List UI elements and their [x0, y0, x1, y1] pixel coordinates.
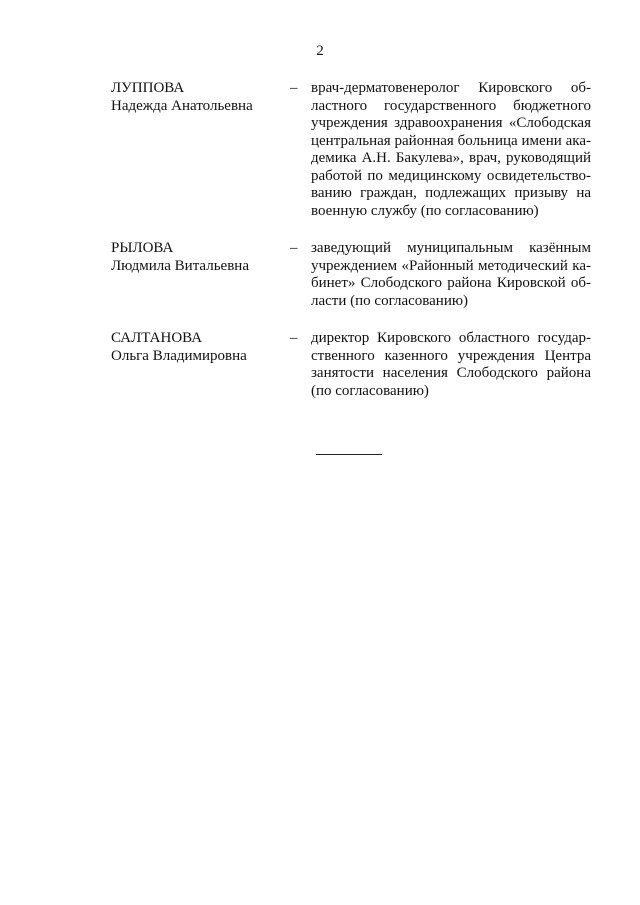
- member-description: [311, 80, 591, 220]
- description-line: врач-дерматовенеролог Кировского об-: [311, 80, 591, 96]
- member-surname: САЛТАНОВА: [111, 330, 203, 346]
- description-line: ванию граждан, подлежащих призыву на: [311, 185, 591, 201]
- member-description: [311, 240, 591, 310]
- member-entry: [0, 330, 640, 400]
- member-dash: –: [290, 240, 298, 256]
- description-line: занятости населения Слободского района: [311, 365, 591, 381]
- member-surname: РЫЛОВА: [111, 240, 174, 256]
- description-line: работой по медицинскому освидетельство-: [311, 167, 591, 184]
- member-description: [311, 330, 591, 400]
- member-entry: [0, 80, 640, 220]
- description-line: военную службу (по согласованию): [311, 202, 539, 219]
- description-line: центральная районная больница имени ака-: [311, 132, 591, 149]
- end-rule: [316, 454, 382, 455]
- page-number: 2: [316, 43, 324, 59]
- member-given-names: Людмила Витальевна: [111, 257, 249, 274]
- member-name: [111, 240, 291, 275]
- description-line: директор Кировского областного государ-: [311, 330, 591, 346]
- description-line: бинет» Слободского района Кировской об-: [311, 275, 591, 291]
- description-line: демика А.Н. Бакулева», врач, руководящий: [311, 150, 591, 166]
- description-line: ласти (по согласованию): [311, 292, 469, 309]
- member-dash: –: [290, 330, 298, 346]
- description-line: ственного казенного учреждения Центра: [311, 347, 591, 364]
- description-line: учреждением «Районный методический ка-: [311, 257, 591, 274]
- description-line: заведующий муниципальным казённым: [311, 240, 591, 256]
- member-entry: [0, 240, 640, 310]
- member-name: [111, 80, 291, 115]
- member-given-names: Надежда Анатольевна: [111, 97, 253, 114]
- description-line: учреждения здравоохранения «Слободская: [311, 115, 591, 131]
- member-surname: ЛУППОВА: [111, 80, 185, 96]
- member-list: [0, 80, 640, 400]
- member-dash: –: [290, 80, 298, 96]
- description-line: ластного государственного бюджетного: [311, 97, 591, 114]
- member-given-names: Ольга Владимировна: [111, 347, 247, 364]
- description-line: (по согласованию): [311, 382, 429, 399]
- member-name: [111, 330, 291, 365]
